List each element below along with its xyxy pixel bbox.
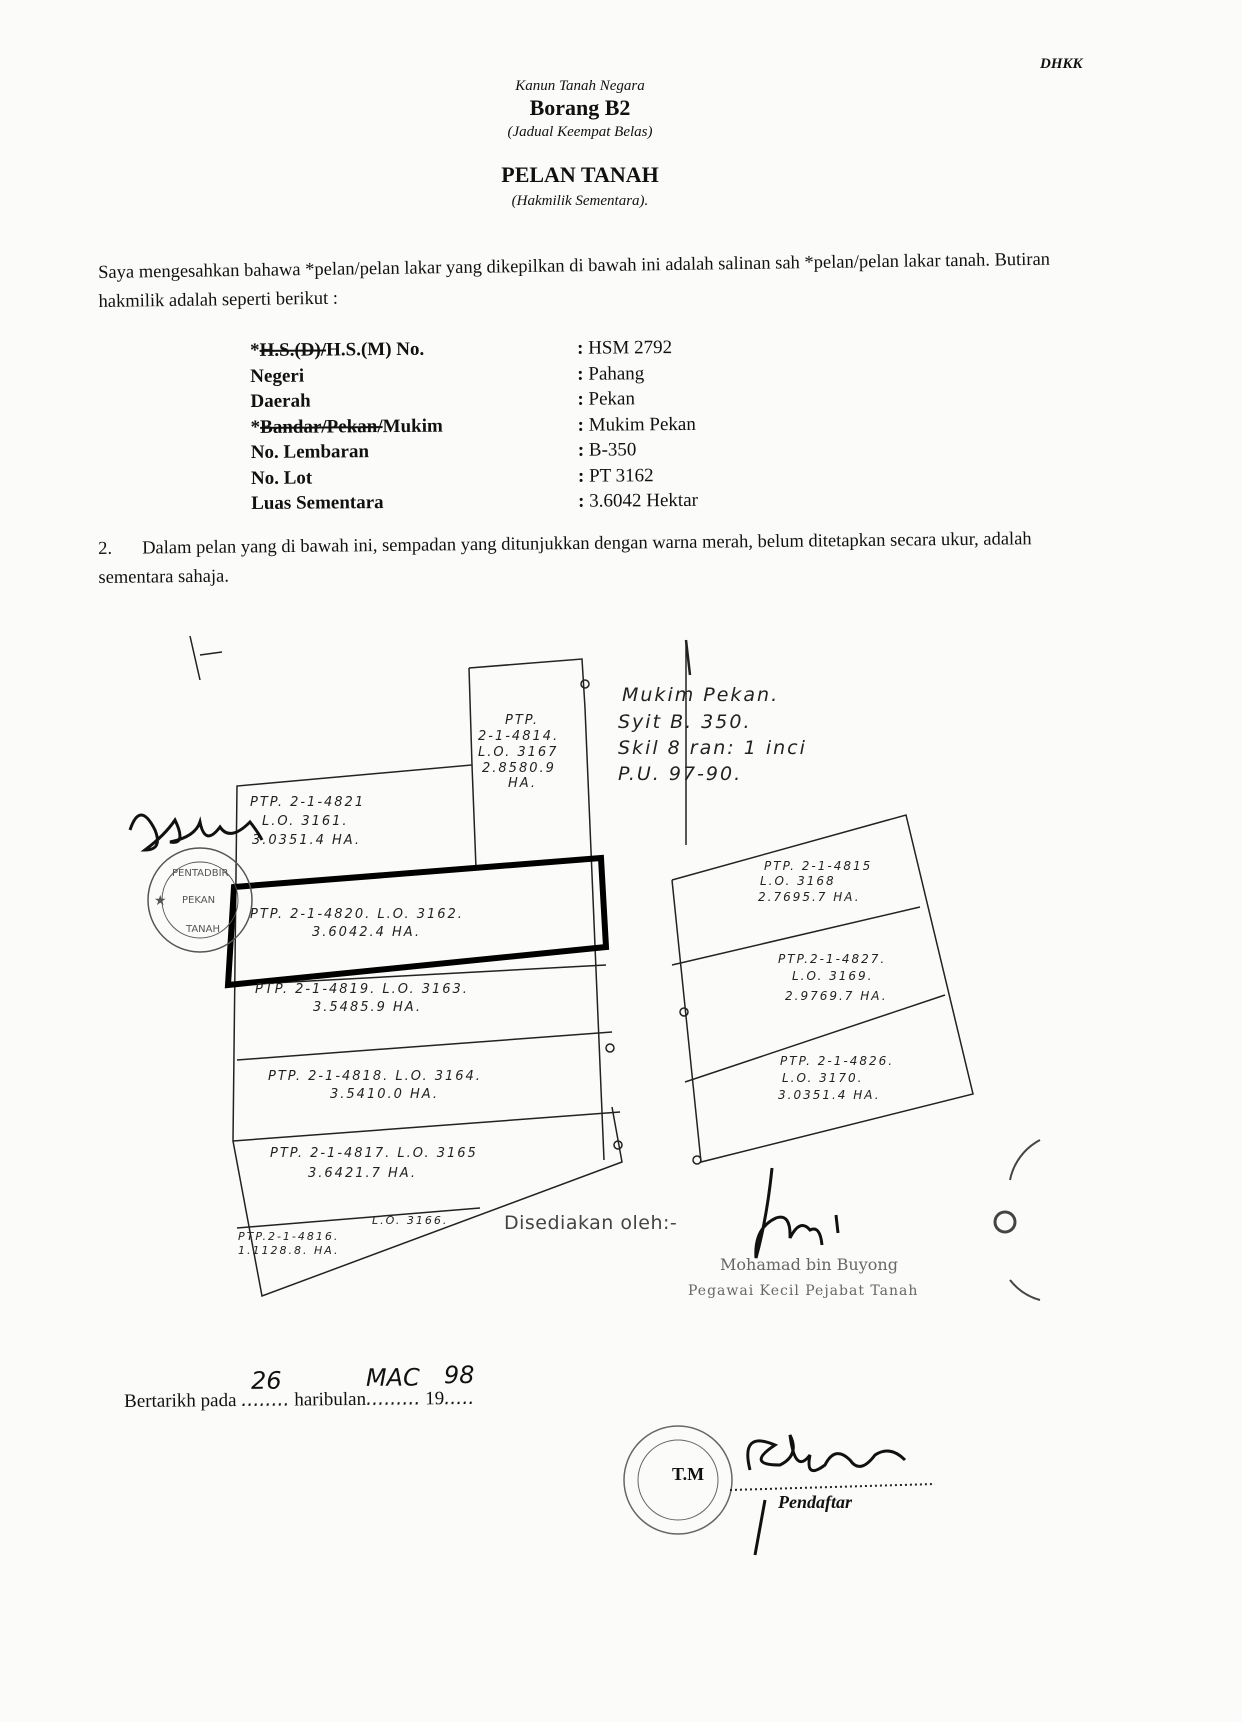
date-line: Bertarikh pada ........ 26 haribulan......... MAC 19..... 98 <box>124 1360 475 1412</box>
svg-text:PEKAN: PEKAN <box>182 895 216 906</box>
detail-value: : PT 3162 <box>578 463 654 489</box>
detail-value: : Pahang <box>577 361 644 387</box>
officer-name: Mohamad bin Buyong <box>720 1255 898 1274</box>
svg-text:L.O. 3168: L.O. 3168 <box>760 874 836 888</box>
lot-label-3169 <box>778 952 888 1003</box>
svg-text:PTP.2-1-4827.: PTP.2-1-4827. <box>778 952 887 966</box>
detail-row: *H.S.(D)/H.S.(M) No. : HSM 2792 <box>250 335 697 364</box>
document-subtitle: (Hakmilik Sementara). <box>511 193 649 209</box>
date-year: 98 <box>443 1360 475 1390</box>
svg-text:★: ★ <box>154 894 167 909</box>
lot-label-3162 <box>250 907 464 940</box>
detail-row: No. Lot : PT 3162 <box>251 462 698 491</box>
svg-text:3.6042.4 HA.: 3.6042.4 HA. <box>312 925 422 940</box>
svg-text:2-1-4814.: 2-1-4814. <box>478 729 560 744</box>
signature-left <box>130 815 262 850</box>
lot-label-3170 <box>778 1054 894 1102</box>
officer-title: Pegawai Kecil Pejabat Tanah <box>688 1283 919 1299</box>
svg-text:1.1128.8. HA.: 1.1128.8. HA. <box>238 1244 340 1257</box>
plan-note: Mukim Pekan. <box>622 684 780 706</box>
lot-label-3161 <box>250 795 365 848</box>
svg-text:HA.: HA. <box>508 776 538 791</box>
svg-text:3.5410.0 HA.: 3.5410.0 HA. <box>330 1087 440 1102</box>
svg-text:TANAH: TANAH <box>186 924 221 935</box>
plan-note: Skil 8 ran: 1 inci <box>618 737 807 759</box>
detail-value: : HSM 2792 <box>577 335 672 361</box>
svg-text:PTP. 2-1-4820. L.O. 3162.: PTP. 2-1-4820. L.O. 3162. <box>250 907 464 922</box>
detail-row: *Bandar/Pekan/Mukim : Mukim Pekan <box>251 411 698 440</box>
lot-label-3166 <box>238 1214 448 1257</box>
registrar-label: Pendaftar <box>778 1492 852 1512</box>
svg-text:PTP. 2-1-4818. L.O. 3164.: PTP. 2-1-4818. L.O. 3164. <box>268 1069 482 1084</box>
detail-row: No. Lembaran : B-350 <box>251 437 698 466</box>
detail-value: : Mukim Pekan <box>578 411 696 437</box>
svg-text:2.8580.9: 2.8580.9 <box>482 761 556 776</box>
lot-label-3163 <box>255 982 469 1015</box>
svg-text:PTP. 2-1-4821: PTP. 2-1-4821 <box>250 795 366 810</box>
detail-row: Daerah : Pekan <box>250 386 697 415</box>
lot-label-3164 <box>268 1069 482 1102</box>
date-month: MAC <box>365 1363 420 1392</box>
svg-text:PTP.2-1-4816.: PTP.2-1-4816. <box>238 1230 340 1243</box>
intro-paragraph: Saya mengesahkan bahawa *pelan/pelan lakar yang dikepilkan di bawah ini adalah salinan sah *pelan/pelan lakar tanah. Butiran hakmilik adalah seperti berikut : <box>98 249 1051 312</box>
official-stamp-right <box>995 1140 1040 1300</box>
detail-row: Negeri : Pahang <box>250 360 697 389</box>
lot-label-3167 <box>478 713 559 791</box>
svg-text:L.O. 3170.: L.O. 3170. <box>782 1071 864 1085</box>
plan-note: P.U. 97-90. <box>618 763 743 785</box>
plan-notes <box>618 684 807 785</box>
north-arrow-icon <box>190 636 222 680</box>
detail-value: : B-350 <box>578 437 637 463</box>
svg-text:2.9769.7 HA.: 2.9769.7 HA. <box>785 989 888 1003</box>
detail-value: : Pekan <box>577 386 635 412</box>
svg-text:3.0351.4 HA.: 3.0351.4 HA. <box>778 1088 881 1102</box>
paragraph-2: 2. Dalam pelan yang di bawah ini, sempadan yang ditunjukkan dengan warna merah, belum ditetapkan secara ukur, adalah sementara sahaja. <box>98 529 1032 588</box>
svg-text:L.O. 3166.: L.O. 3166. <box>372 1214 449 1227</box>
svg-text:PTP. 2-1-4826.: PTP. 2-1-4826. <box>780 1054 895 1068</box>
tm-label: T.M <box>672 1464 705 1484</box>
prepared-by-label: Disediakan oleh:- <box>504 1212 678 1234</box>
svg-text:PTP. 2-1-4819. L.O. 3163.: PTP. 2-1-4819. L.O. 3163. <box>255 982 469 997</box>
date-day: 26 <box>250 1366 282 1395</box>
svg-text:3.0351.4 HA.: 3.0351.4 HA. <box>252 833 362 848</box>
svg-text:L.O. 3167: L.O. 3167 <box>478 745 559 760</box>
svg-text:PTP. 2-1-4815: PTP. 2-1-4815 <box>764 859 873 873</box>
svg-text:PTP. 2-1-4817. L.O. 3165: PTP. 2-1-4817. L.O. 3165 <box>270 1146 478 1161</box>
document-title: PELAN TANAH <box>501 162 659 187</box>
form-name: Borang B2 <box>529 95 631 120</box>
svg-text:L.O. 3169.: L.O. 3169. <box>792 969 874 983</box>
svg-text:2.7695.7 HA.: 2.7695.7 HA. <box>758 890 861 904</box>
signature-officer <box>756 1168 838 1258</box>
law-name: Kanun Tanah Negara <box>515 78 645 94</box>
document-code: DHKK <box>1040 56 1083 72</box>
svg-text:PTP.: PTP. <box>505 713 539 728</box>
svg-text:PENTADBIR: PENTADBIR <box>172 868 229 879</box>
svg-text:3.6421.7 HA.: 3.6421.7 HA. <box>308 1166 418 1181</box>
svg-text:3.5485.9 HA.: 3.5485.9 HA. <box>313 1000 423 1015</box>
svg-text:L.O. 3161.: L.O. 3161. <box>262 814 349 829</box>
lot-label-3168 <box>758 859 872 904</box>
schedule-name: (Jadual Keempat Belas) <box>507 124 653 140</box>
lot-label-3165 <box>270 1146 478 1181</box>
detail-row: Luas Sementara : 3.6042 Hektar <box>251 488 698 517</box>
plan-note: Syit B. 350. <box>618 711 752 733</box>
detail-value: : 3.6042 Hektar <box>578 488 698 514</box>
